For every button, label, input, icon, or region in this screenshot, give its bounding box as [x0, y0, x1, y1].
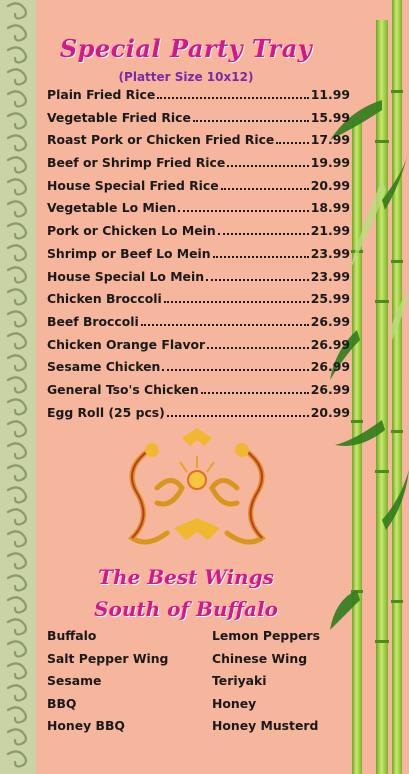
item-price: 17.99 — [310, 132, 350, 148]
item-price: 18.99 — [310, 200, 350, 216]
wing-flavor: Salt Pepper Wing — [47, 650, 169, 666]
item-price: 26.99 — [310, 359, 350, 375]
item-price: 23.99 — [310, 268, 350, 284]
item-name: Sesame Chicken — [47, 359, 161, 375]
menu-item — [47, 269, 350, 292]
swirl-border-icon — [0, 0, 36, 774]
wings-title-line1: The Best Wings — [98, 565, 274, 589]
item-name: Shrimp or Beef Lo Mein — [47, 245, 211, 261]
party-tray-list — [47, 87, 350, 427]
item-name: Vegetable Fried Rice — [47, 109, 191, 125]
wing-flavor: Honey BBQ — [47, 718, 125, 733]
wing-flavors-list — [47, 628, 337, 741]
dot-leader — [201, 392, 309, 394]
menu-title: Special Party Tray — [59, 34, 313, 63]
item-price: 26.99 — [310, 336, 350, 352]
menu-item — [47, 87, 350, 110]
item-price: 20.99 — [310, 404, 350, 420]
wing-flavor: BBQ — [47, 695, 77, 711]
wing-flavor: Sesame — [47, 673, 102, 688]
dot-leader — [221, 188, 309, 190]
menu-item — [47, 382, 350, 405]
dot-leader — [162, 369, 308, 371]
item-name: Beef Broccoli — [47, 313, 139, 329]
item-price: 26.99 — [310, 313, 350, 329]
dot-leader — [227, 165, 309, 167]
item-name: Vegetable Lo Mien — [47, 200, 177, 216]
item-name: Chicken Broccoli — [47, 291, 162, 307]
item-price: 20.99 — [310, 177, 350, 193]
wing-flavor: Honey — [212, 695, 257, 711]
item-name: House Special Fried Rice — [47, 177, 219, 193]
menu-item — [47, 110, 350, 133]
wing-flavor: Chinese Wing — [212, 650, 308, 666]
menu-item — [47, 337, 350, 360]
dot-leader — [213, 256, 309, 258]
item-name: House Special Lo Mein — [47, 268, 205, 284]
twin-dragons-icon — [112, 428, 282, 556]
item-price: 15.99 — [310, 109, 350, 125]
menu-item — [47, 155, 350, 178]
dot-leader — [207, 347, 309, 349]
menu-item — [47, 132, 350, 155]
wing-flavor: Honey Musterd — [212, 718, 319, 733]
menu-item — [47, 200, 350, 223]
item-name: Roast Pork or Chicken Fried Rice — [47, 132, 275, 148]
dot-leader — [218, 233, 309, 235]
dot-leader — [193, 120, 309, 122]
dot-leader — [178, 210, 309, 212]
menu-item — [47, 314, 350, 337]
item-price: 11.99 — [310, 87, 350, 102]
menu-item — [47, 291, 350, 314]
item-price: 23.99 — [310, 245, 350, 261]
item-name: Plain Fried Rice — [47, 87, 156, 102]
item-price: 25.99 — [310, 291, 350, 307]
item-name: Chicken Orange Flavor — [47, 336, 206, 352]
menu-item — [47, 223, 350, 246]
item-name: Pork or Chicken Lo Mein — [47, 223, 216, 239]
menu-item — [47, 246, 350, 269]
wing-flavor: Lemon Peppers — [212, 628, 320, 643]
dot-leader — [164, 301, 309, 303]
dot-leader — [167, 415, 309, 417]
wing-flavor: Buffalo — [47, 628, 97, 643]
dot-leader — [206, 279, 309, 281]
wing-flavor: Teriyaki — [212, 673, 267, 688]
platter-size-subtitle: (Platter Size 10x12) — [118, 70, 254, 84]
wings-title-line2: South of Buffalo — [94, 597, 278, 621]
dot-leader — [157, 97, 309, 99]
menu-item — [47, 405, 350, 428]
dot-leader — [141, 324, 309, 326]
item-name: General Tso's Chicken — [47, 381, 199, 397]
menu-item — [47, 178, 350, 201]
item-price: 26.99 — [310, 381, 350, 397]
item-price: 19.99 — [310, 155, 350, 171]
dot-leader — [276, 142, 308, 144]
menu-item — [47, 359, 350, 382]
item-name: Egg Roll (25 pcs) — [47, 404, 165, 420]
item-name: Beef or Shrimp Fried Rice — [47, 155, 226, 171]
item-price: 21.99 — [310, 223, 350, 239]
